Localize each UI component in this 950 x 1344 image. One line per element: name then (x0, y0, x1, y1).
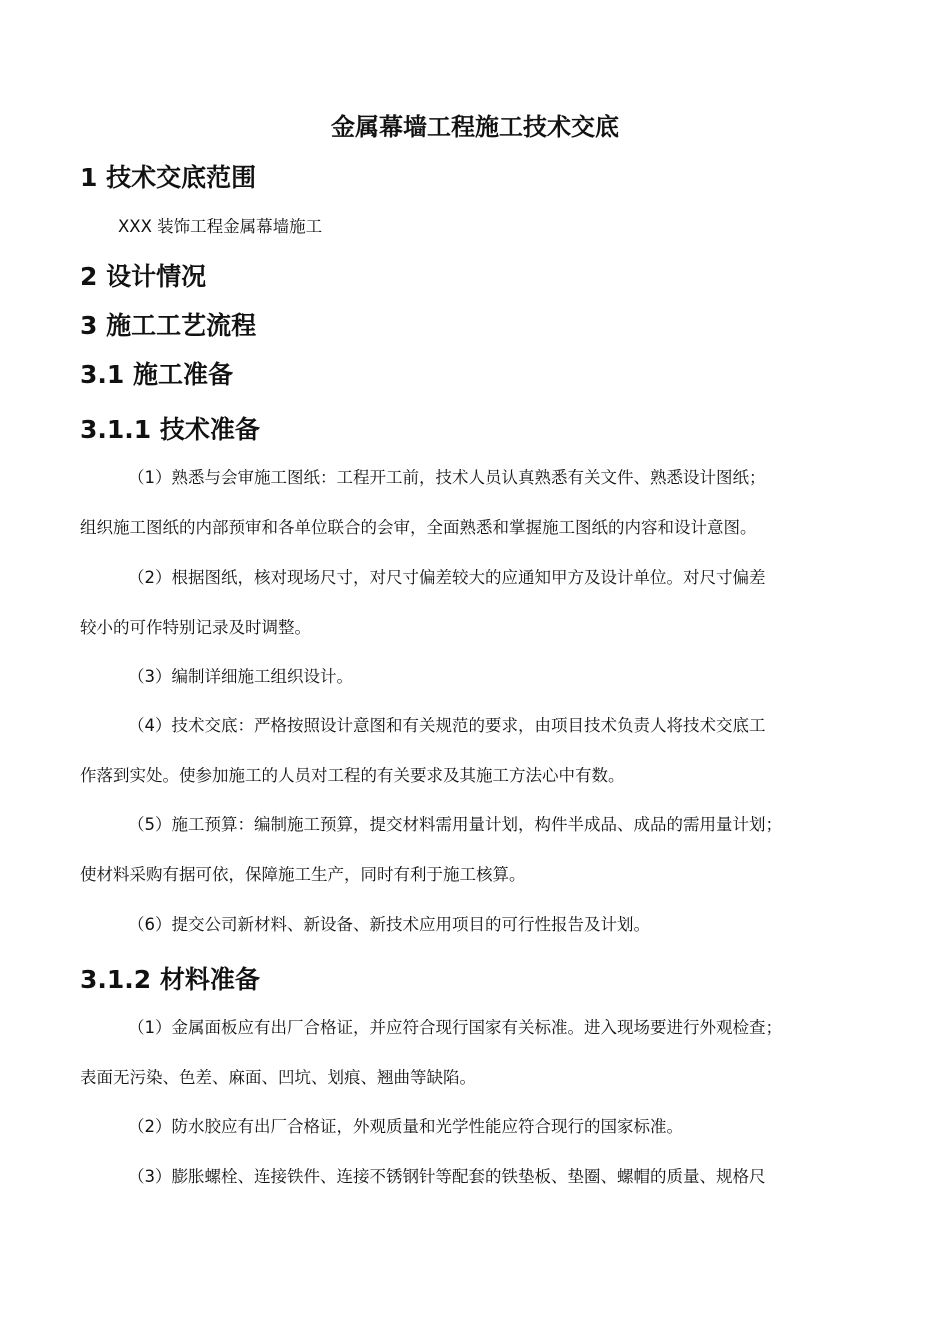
tech-prep-item-1-line-1: （1）熟悉与会审施工图纸：工程开工前，技术人员认真熟悉有关文件、熟悉设计图纸； (128, 468, 766, 487)
section-1-heading: 1 技术交底范围 (80, 163, 257, 192)
material-prep-item-1-line-1: （1）金属面板应有出厂合格证，并应符合现行国家有关标准。进入现场要进行外观检查； (128, 1018, 782, 1037)
material-prep-item-3-line-1: （3）膨胀螺栓、连接铁件、连接不锈钢针等配套的铁垫板、垫圈、螺帽的质量、规格尺 (128, 1167, 766, 1186)
material-prep-item-3 (80, 1152, 870, 1202)
tech-prep-item-1-line-2: 组织施工图纸的内部预审和各单位联合的会审，全面熟悉和掌握施工图纸的内容和设计意图。 (80, 518, 757, 537)
material-prep-item-2 (80, 1102, 870, 1152)
material-prep-item-1 (80, 1003, 870, 1103)
material-prep-item-2-line-1: （2）防水胶应有出厂合格证，外观质量和光学性能应符合现行的国家标准。 (128, 1117, 683, 1136)
section-3-heading: 3 施工工艺流程 (80, 311, 257, 340)
tech-prep-item-5 (80, 800, 870, 900)
tech-prep-item-5-line-2: 使材料采购有据可依，保障施工生产，同时有利于施工核算。 (80, 865, 526, 884)
tech-prep-item-2 (80, 553, 870, 653)
section-3-1-1-heading: 3.1.1 技术准备 (80, 415, 260, 444)
tech-prep-item-5-line-1: （5）施工预算：编制施工预算，提交材料需用量计划，构件半成品、成品的需用量计划； (128, 815, 782, 834)
section-3-1-2-heading: 3.1.2 材料准备 (80, 965, 260, 994)
material-prep-item-1-line-2: 表面无污染、色差、麻面、凹坑、划痕、翘曲等缺陷。 (80, 1068, 476, 1087)
section-1-text: XXX 装饰工程金属幕墙施工 (118, 217, 323, 236)
section-2-heading: 2 设计情况 (80, 262, 207, 291)
tech-prep-item-4-line-1: （4）技术交底：严格按照设计意图和有关规范的要求，由项目技术负责人将技术交底工 (128, 716, 766, 735)
tech-prep-item-4 (80, 701, 870, 801)
tech-prep-item-1 (80, 453, 870, 553)
document-title: 金属幕墙工程施工技术交底 (331, 113, 619, 141)
tech-prep-item-3-line-1: （3）编制详细施工组织设计。 (128, 667, 353, 686)
section-3-1-heading: 3.1 施工准备 (80, 360, 233, 389)
tech-prep-item-4-line-2: 作落到实处。使参加施工的人员对工程的有关要求及其施工方法心中有数。 (80, 766, 625, 785)
tech-prep-item-2-line-1: （2）根据图纸，核对现场尺寸，对尺寸偏差较大的应通知甲方及设计单位。对尺寸偏差 (128, 568, 766, 587)
tech-prep-item-3 (80, 652, 870, 702)
tech-prep-item-6 (80, 900, 870, 950)
tech-prep-item-2-line-2: 较小的可作特别记录及时调整。 (80, 618, 311, 637)
tech-prep-item-6-line-1: （6）提交公司新材料、新设备、新技术应用项目的可行性报告及计划。 (128, 915, 650, 934)
